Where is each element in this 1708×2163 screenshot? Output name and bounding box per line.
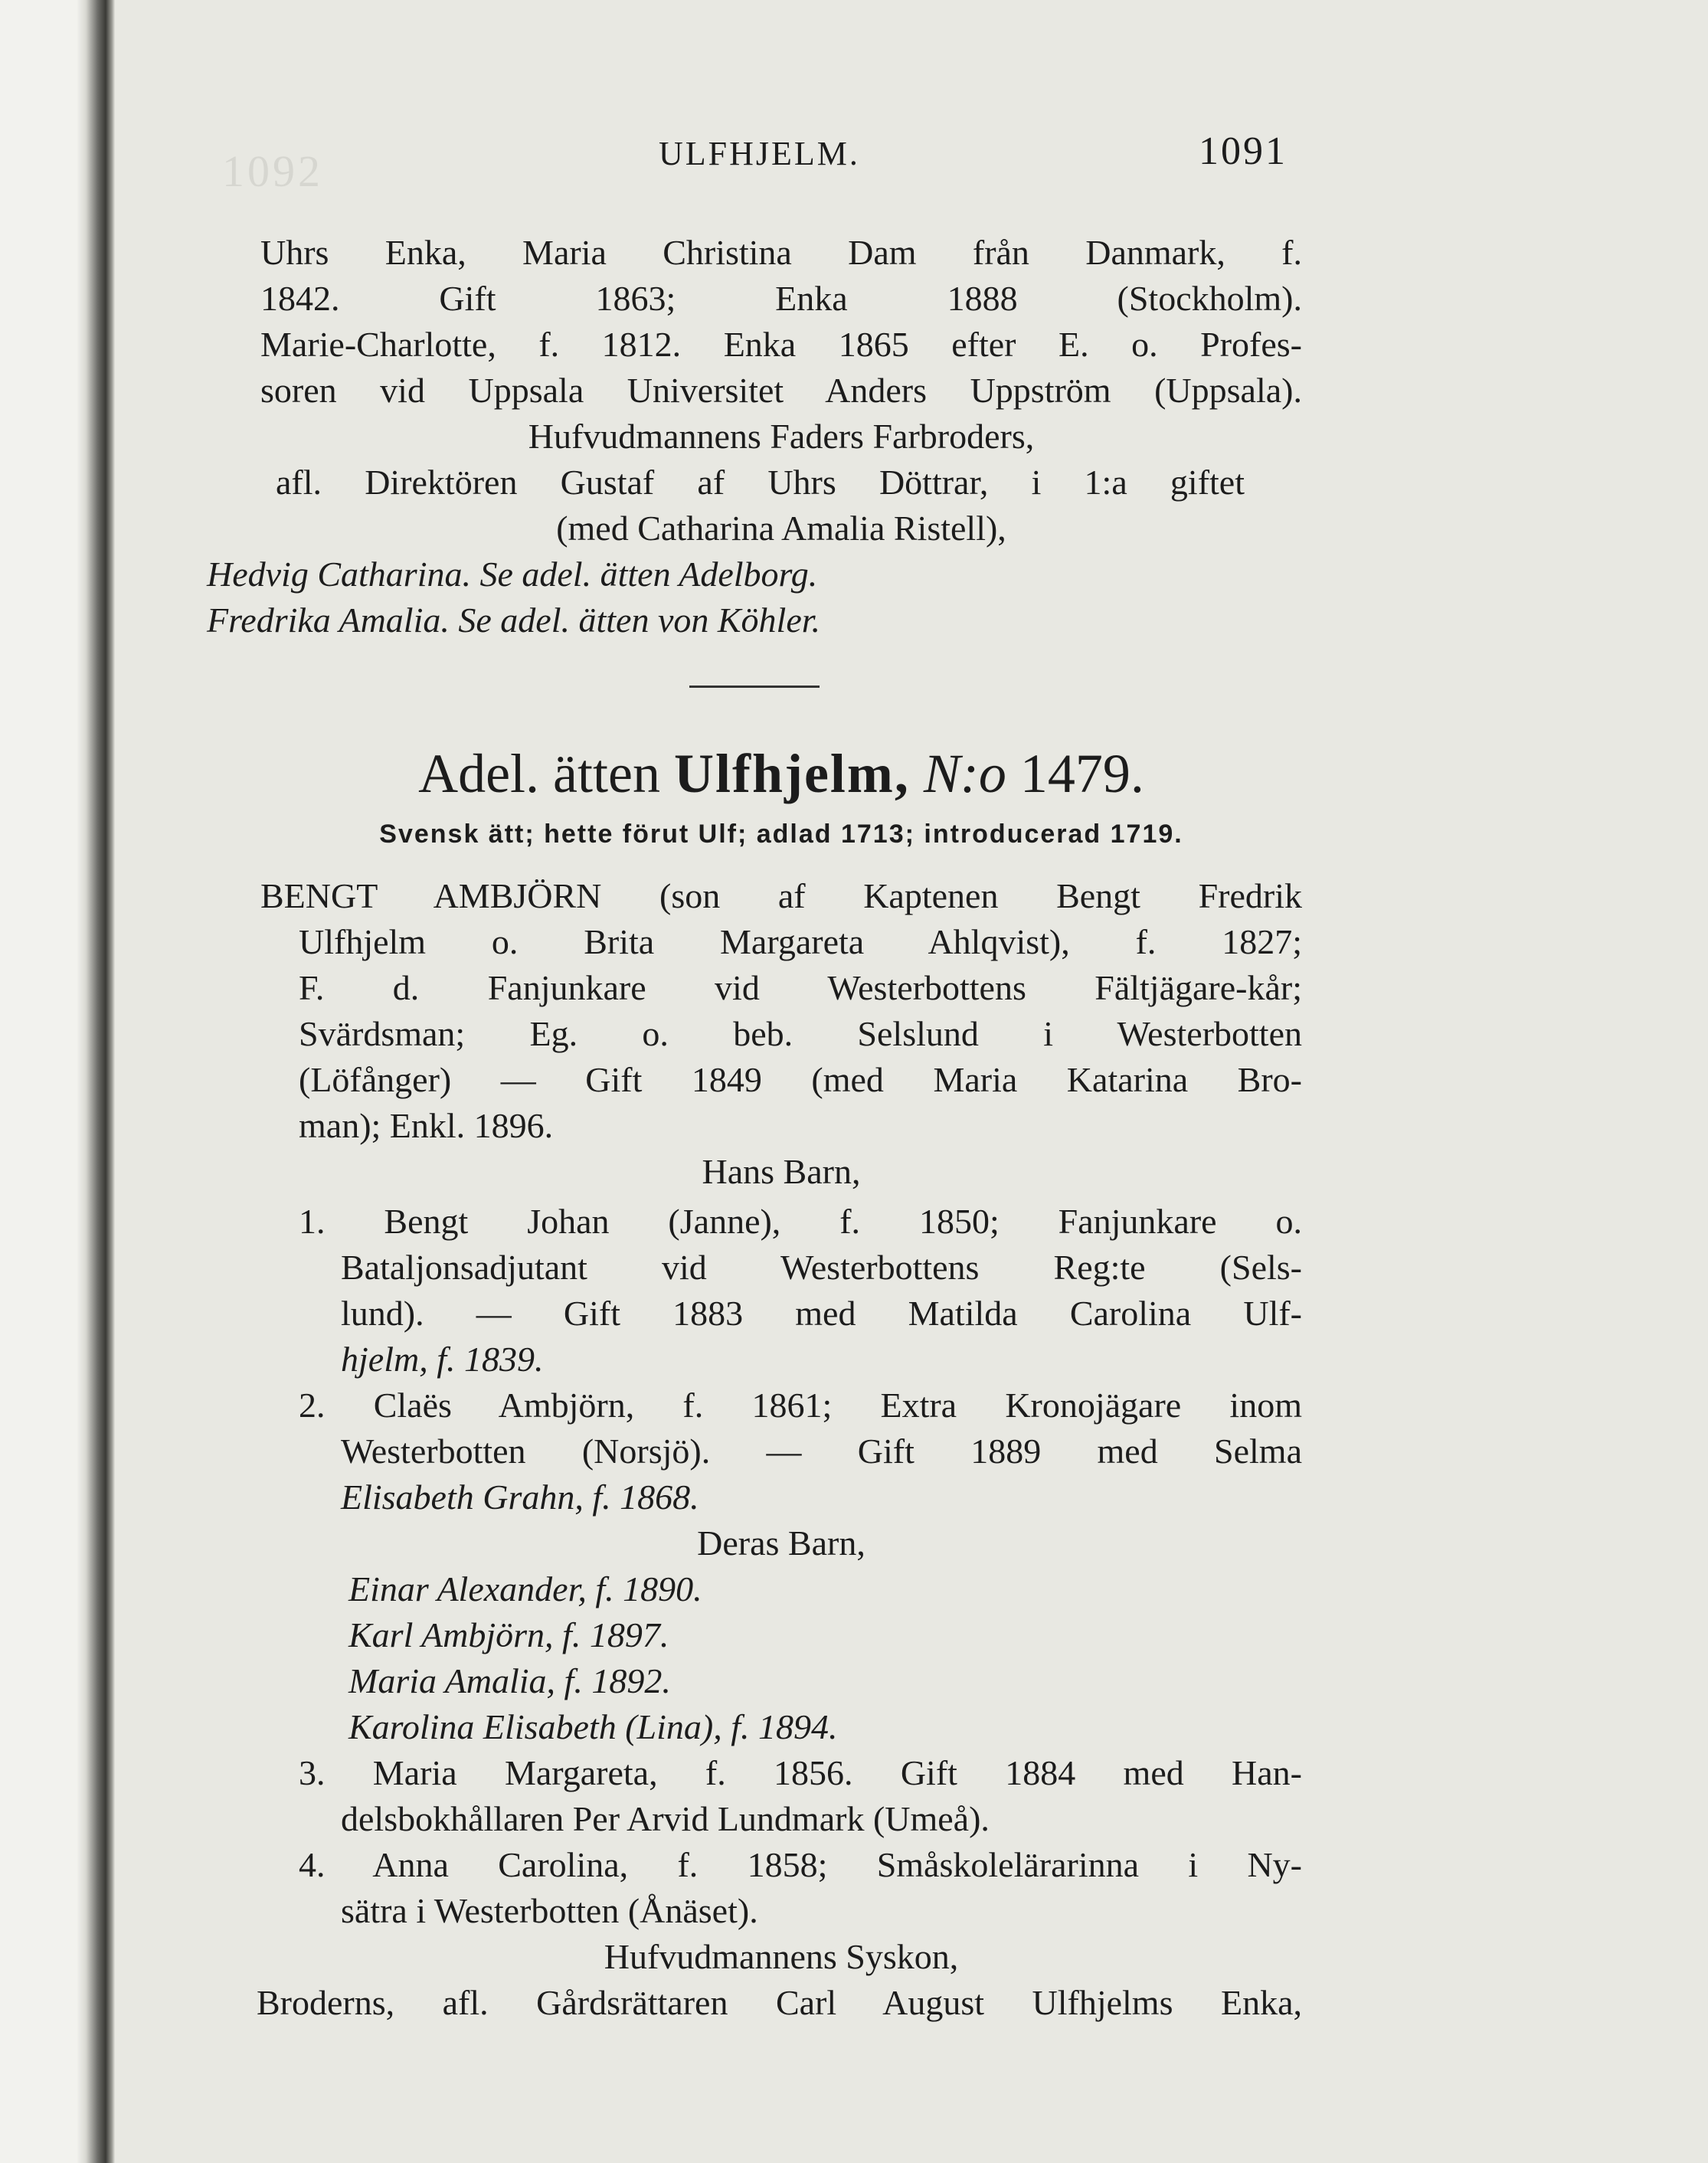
text-line: Bataljonsadjutant vid Westerbottens Reg:te (Sels- — [341, 1248, 1302, 1287]
text-line: Hufvudmannens Faders Farbroders, — [528, 417, 1035, 456]
text-line: 1. Bengt Johan (Janne), f. 1850; Fanjunkare o. — [299, 1202, 1302, 1241]
page-number: 1091 — [1199, 129, 1288, 173]
text-line: Hedvig Catharina. Se adel. ätten Adelborg. — [207, 555, 818, 594]
text-line: man); Enkl. 1896. — [299, 1106, 554, 1145]
text-line: 4. Anna Carolina, f. 1858; Småskolelärarinna i Ny- — [299, 1845, 1302, 1884]
family-number: 1479. — [1019, 743, 1144, 804]
text-line: Karl Ambjörn, f. 1897. — [348, 1615, 669, 1654]
text-line: delsbokhållaren Per Arvid Lundmark (Umeå). — [341, 1799, 990, 1838]
subheading-deras-barn: Deras Barn, — [697, 1523, 865, 1563]
section-divider — [689, 686, 820, 688]
text-line: Maria Amalia, f. 1892. — [348, 1661, 671, 1700]
text-line: BENGT AMBJÖRN (son af Kaptenen Bengt Fredrik — [260, 876, 1302, 915]
book-spine-shadow — [0, 0, 115, 2163]
text-line: Fredrika Amalia. Se adel. ätten von Köhler. — [207, 600, 821, 640]
section-subtitle: Svensk ätt; hette förut Ulf; adlad 1713; introducerad 1719. — [379, 820, 1183, 849]
text-line: lund). — Gift 1883 med Matilda Carolina Ulf- — [341, 1294, 1302, 1333]
text-line: hjelm, f. 1839. — [341, 1340, 544, 1379]
text-line: Einar Alexander, f. 1890. — [348, 1569, 702, 1608]
text-line: (Löfånger) — Gift 1849 (med Maria Katarina Bro- — [299, 1060, 1302, 1099]
text-line: (med Catharina Amalia Ristell), — [556, 509, 1006, 548]
text-line: Marie-Charlotte, f. 1812. Enka 1865 efter E. o. Profes- — [260, 325, 1302, 364]
running-title: ULFHJELM. — [659, 135, 860, 172]
text-line: Svärdsman; Eg. o. beb. Selslund i Westerbotten — [299, 1014, 1302, 1053]
family-name: Ulfhjelm, — [673, 743, 910, 804]
text-line: F. d. Fanjunkare vid Westerbottens Fältjägare-kår; — [299, 968, 1302, 1007]
bleed-through-page-number: 1092 — [222, 146, 323, 196]
text-line: Uhrs Enka, Maria Christina Dam från Danmark, f. — [260, 233, 1302, 272]
text-line: 3. Maria Margareta, f. 1856. Gift 1884 med Han- — [299, 1753, 1302, 1792]
text-line: afl. Direktören Gustaf af Uhrs Döttrar, i 1:a giftet — [276, 463, 1245, 502]
subheading-syskon: Hufvudmannens Syskon, — [604, 1937, 959, 1976]
title-prefix: Adel. ätten — [418, 743, 660, 804]
section-title — [260, 739, 1302, 808]
text-line: Ulfhjelm o. Brita Margareta Ahlqvist), f. 1827; — [299, 922, 1302, 961]
text-line: 2. Claës Ambjörn, f. 1861; Extra Kronojägare inom — [299, 1386, 1302, 1425]
subheading-hans-barn: Hans Barn, — [702, 1152, 861, 1191]
text-line: Broderns, afl. Gårdsrättaren Carl August Ulfhjelms Enka, — [257, 1983, 1302, 2022]
title-no-label: N:o — [923, 743, 1006, 804]
text-line: sätra i Westerbotten (Ånäset). — [341, 1891, 758, 1930]
text-line: soren vid Uppsala Universitet Anders Uppström (Uppsala). — [260, 371, 1302, 410]
text-line: 1842. Gift 1863; Enka 1888 (Stockholm). — [260, 279, 1302, 318]
text-line: Westerbotten (Norsjö). — Gift 1889 med Selma — [341, 1432, 1302, 1471]
text-line: Karolina Elisabeth (Lina), f. 1894. — [348, 1707, 838, 1746]
text-line: Elisabeth Grahn, f. 1868. — [341, 1477, 699, 1517]
